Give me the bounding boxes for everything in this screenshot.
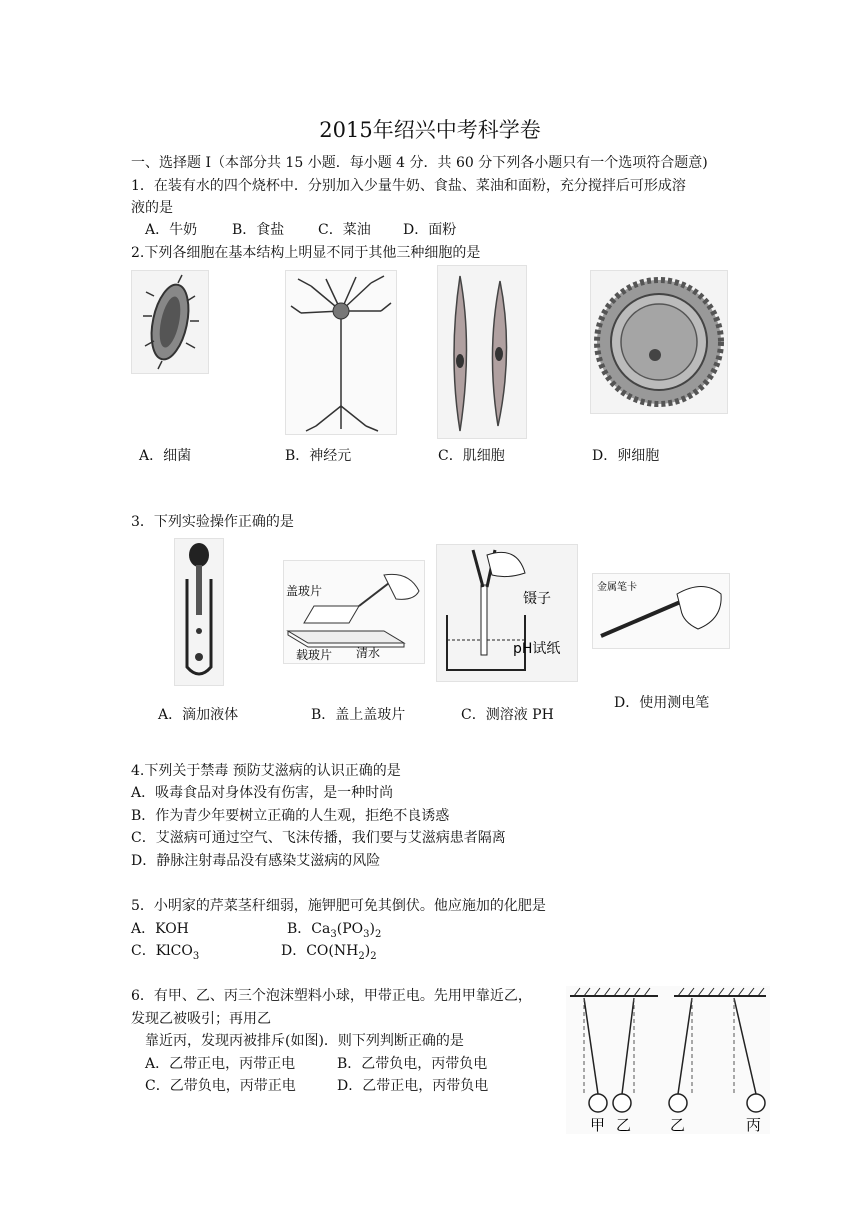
q1-option-a: A．牛奶 bbox=[145, 222, 198, 238]
q2-stem: 2.下列各细胞在基本结构上明显不同于其他三种细胞的是 bbox=[131, 245, 481, 261]
q6-option-b: B．乙带负电，丙带负电 bbox=[337, 1056, 488, 1072]
neuron-image bbox=[285, 270, 397, 435]
q4-option-b: B．作为青少年要树立正确的人生观，拒绝不良诱惑 bbox=[131, 808, 450, 824]
q6-option-a: A．乙带正电，丙带正电 bbox=[145, 1056, 296, 1072]
q1-option-b: B．食盐 bbox=[232, 222, 285, 238]
q1-stem-line1: 1．在装有水的四个烧杯中．分别加入少量牛奶、食盐、菜油和面粉，充分搅拌后可形成溶 bbox=[131, 178, 686, 194]
ph-paper-label: pH试纸 bbox=[513, 641, 561, 657]
q3-option-b: B．盖上盖玻片 bbox=[311, 707, 406, 723]
q3-option-c: C．测溶液 PH bbox=[461, 707, 554, 723]
q3-stem: 3．下列实验操作正确的是 bbox=[131, 514, 294, 530]
ball-yi-label-left: 乙 bbox=[616, 1116, 632, 1134]
ph-test-image bbox=[436, 544, 578, 682]
page-title: 2015年绍兴中考科学卷 bbox=[319, 118, 541, 142]
q1-stem-line2: 液的是 bbox=[131, 200, 173, 216]
metal-clip-label: 金属笔卡 bbox=[597, 582, 637, 593]
q1-option-d: D．面粉 bbox=[403, 222, 457, 238]
q5-option-d: D．$CO(NH_2)_2$ bbox=[281, 943, 377, 962]
q2-option-a: A．细菌 bbox=[139, 448, 192, 464]
q6-option-d: D．乙带正电，丙带负电 bbox=[337, 1078, 489, 1094]
q5-stem: 5．小明家的芹菜茎秆细弱，施钾肥可免其倒伏。他应施加的化肥是 bbox=[131, 898, 546, 914]
q4-option-d: D．静脉注射毒品没有感染艾滋病的风险 bbox=[131, 853, 381, 869]
q3-option-a: A．滴加液体 bbox=[158, 707, 239, 723]
q6-option-c: C．乙带负电，丙带正电 bbox=[145, 1078, 296, 1094]
q5-option-b: B．$Ca_3(PO_3)_2$ bbox=[287, 921, 382, 940]
dropper-test-tube-image bbox=[174, 538, 224, 686]
q4-option-a: A．吸毒食品对身体没有伤害，是一种时尚 bbox=[131, 785, 394, 801]
tweezers-label: 镊子 bbox=[523, 591, 551, 607]
charged-balls-diagram bbox=[566, 986, 770, 1134]
coverslip-image bbox=[283, 560, 425, 664]
q6-stem-line3: 靠近丙，发现丙被排斥(如图)．则下列判断正确的是 bbox=[145, 1033, 464, 1049]
bacteria-image bbox=[131, 270, 209, 374]
q3-option-d: D．使用测电笔 bbox=[614, 695, 710, 711]
ball-bing-label: 丙 bbox=[746, 1116, 762, 1134]
q6-stem-line2: 发现乙被吸引；再用乙 bbox=[131, 1011, 271, 1027]
q5-option-c: C．KlCO$_3$ bbox=[131, 943, 200, 962]
q5-option-a: A．KOH bbox=[131, 921, 189, 937]
q6-stem-line1: 6．有甲、乙、丙三个泡沫塑料小球，甲带正电。先用甲靠近乙， bbox=[131, 988, 532, 1004]
muscle-cells-image bbox=[437, 265, 527, 439]
q2-option-b: B．神经元 bbox=[285, 448, 352, 464]
ball-yi-label-right: 乙 bbox=[670, 1116, 686, 1134]
water-label: 清水 bbox=[356, 646, 381, 660]
q2-option-c: C．肌细胞 bbox=[438, 448, 505, 464]
section-heading: 一、选择题 I（本部分共 15 小题．每小题 4 分．共 60 分下列各小题只有一个选项符合题意) bbox=[131, 155, 708, 171]
q1-option-c: C．菜油 bbox=[318, 222, 371, 238]
q4-option-c: C．艾滋病可通过空气、飞沫传播，我们要与艾滋病患者隔离 bbox=[131, 830, 506, 846]
test-pen-image bbox=[592, 573, 730, 649]
ball-jia-label: 甲 bbox=[590, 1116, 606, 1134]
slide-label: 载玻片 bbox=[296, 648, 333, 662]
q4-stem: 4.下列关于禁毒 预防艾滋病的认识正确的是 bbox=[131, 763, 401, 779]
egg-cell-image bbox=[590, 270, 728, 414]
q2-option-d: D．卵细胞 bbox=[592, 448, 660, 464]
coverslip-label: 盖玻片 bbox=[286, 584, 323, 598]
